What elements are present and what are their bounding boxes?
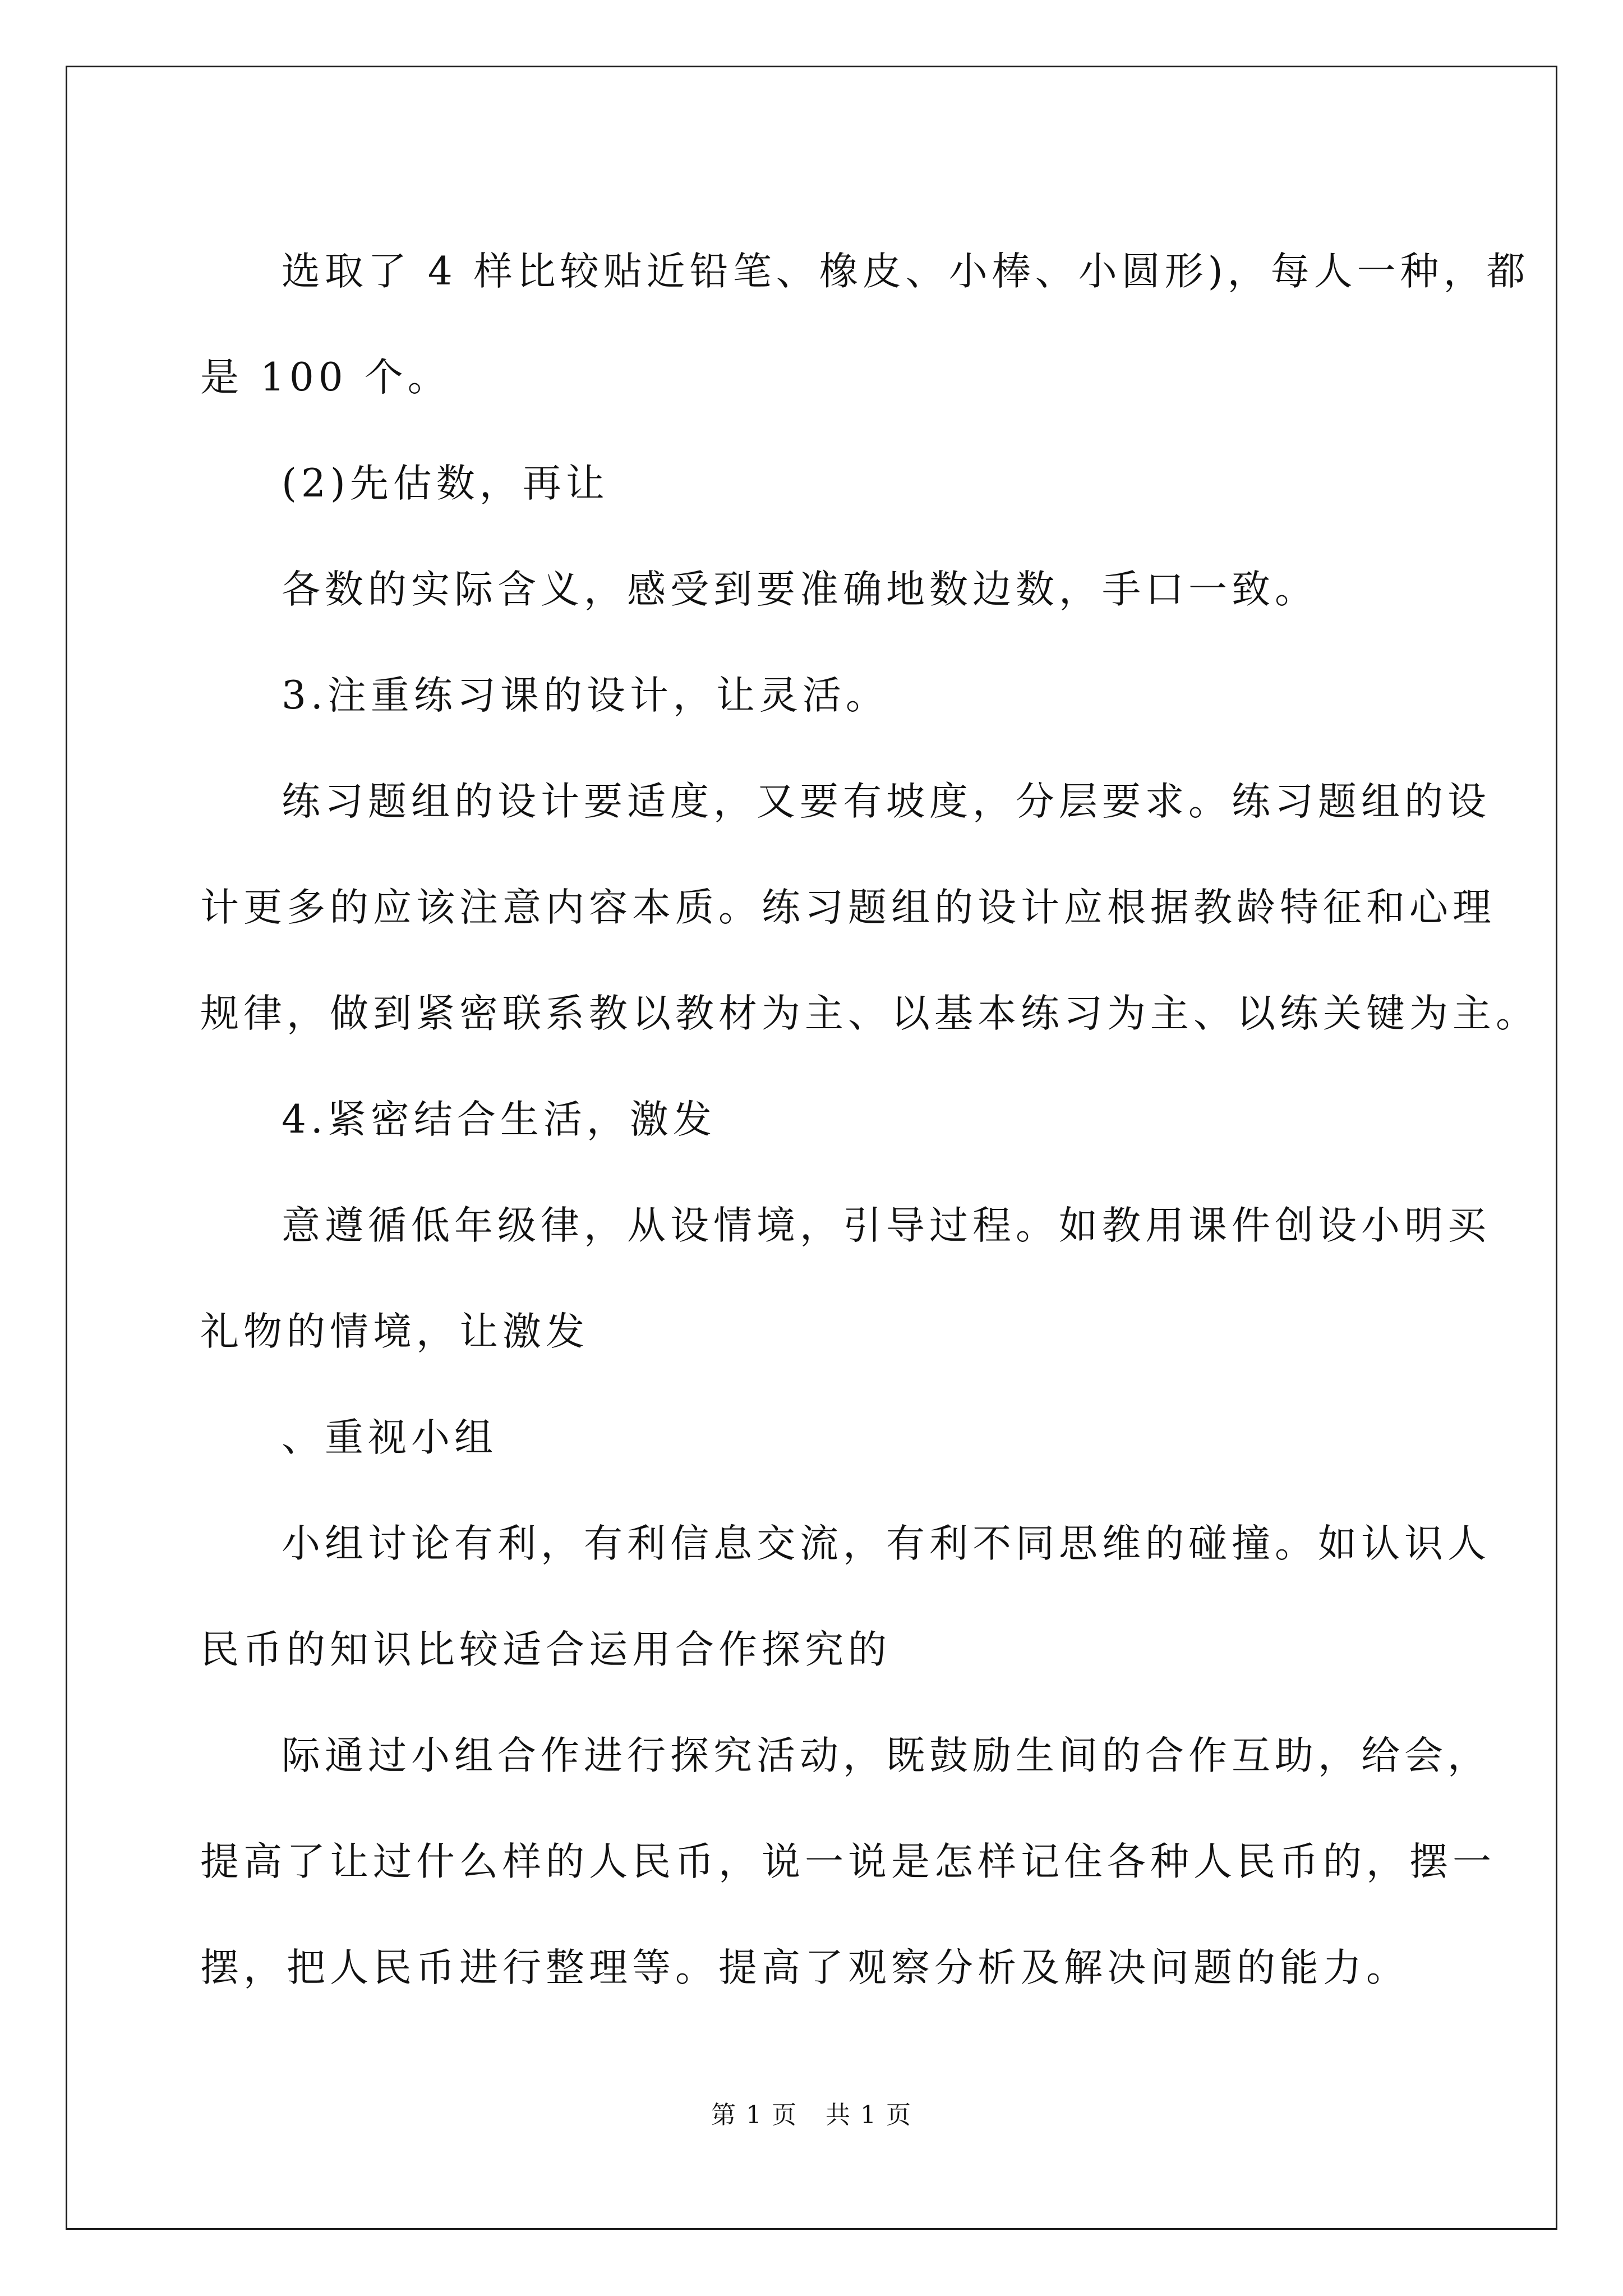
text-line: 小组讨论有利，有利信息交流，有利不同思维的碰撞。如认识人 xyxy=(282,1521,1491,1566)
text-line: 计更多的应该注意内容本质。练习题组的设计应根据教龄特征和心理 xyxy=(200,885,1496,930)
text-line: 提高了让过什么样的人民币，说一说是怎样记住各种人民币的，摆一 xyxy=(200,1839,1496,1884)
page-number: 第 1 页 xyxy=(711,2101,797,2129)
text-line: 摆，把人民币进行整理等。提高了观察分析及解决问题的能力。 xyxy=(200,1945,1409,1990)
text-line: 、重视小组 xyxy=(282,1415,497,1460)
page-footer xyxy=(0,2099,1623,2132)
text-line: 意遵循低年级律，从设情境，引导过程。如教用课件创设小明买 xyxy=(282,1203,1491,1248)
page-total: 共 1 页 xyxy=(826,2101,912,2129)
text-line: 民币的知识比较适合运用合作探究的 xyxy=(200,1627,891,1672)
text-line: (2)先估数，再让 xyxy=(282,461,609,506)
text-line: 礼物的情境，让激发 xyxy=(200,1309,589,1354)
text-line: 是 100 个。 xyxy=(200,355,451,400)
text-line: 规律，做到紧密联系教以教材为主、以基本练习为主、以练关键为主。 xyxy=(200,991,1539,1036)
text-line: 际通过小组合作进行探究活动，既鼓励生间的合作互助，给会， xyxy=(282,1733,1491,1778)
text-line: 选取了 4 样比较贴近铅笔、橡皮、小棒、小圆形)，每人一种，都 xyxy=(282,249,1530,294)
text-line: 3.注重练习课的设计，让灵活。 xyxy=(282,673,889,718)
text-line: 练习题组的设计要适度，又要有坡度，分层要求。练习题组的设 xyxy=(282,779,1491,824)
text-line: 各数的实际含义，感受到要准确地数边数，手口一致。 xyxy=(282,567,1318,612)
document-body xyxy=(200,219,1539,2021)
text-line: 4.紧密结合生活，激发 xyxy=(282,1097,716,1142)
